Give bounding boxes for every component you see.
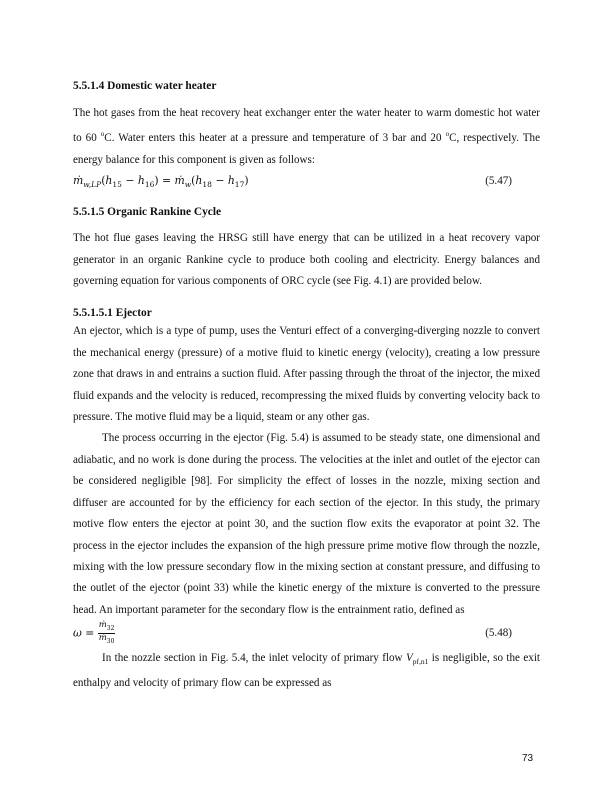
equation-number: (5.47) <box>485 175 512 188</box>
equation-expression: $ṁ_{w,LP}(h_{15} - h_{16})$ = $ṁ_w(h_{18} - h_{17})$ <box>73 174 249 190</box>
paragraph-organic-rankine-cycle: The hot flue gases leaving the HRSG still have energy that can be utilized in a heat recovery vapor generator in an organic Rankine cycle to produce both cooling and electricity. Energy balances and governing equation for various components of ORC cycle (see Fig. 4.1) are provided below. <box>73 232 540 288</box>
paragraph-ejector-intro: An ejector, which is a type of pump, uses the Venturi effect of a converging-diverging nozzle to convert the mechanical energy (pressure) of a motive fluid to kinetic energy (velocity), creating a low pressure zone that draws in and entrains a suction fluid. After passing through the throat of the injector, the mixed fluid expands and the velocity is reduced, recompressing the mixed fluids by converting velocity back to pressure. The motive fluid may be a liquid, steam or any other gas. <box>73 325 540 424</box>
equation-expression: ω = $\frac{ṁ_{32}}{ṁ_{30}}$ <box>73 620 115 646</box>
degree-symbol: o <box>100 130 105 139</box>
heading-organic-rankine-cycle: 5.5.1.5 Organic Rankine Cycle <box>73 206 222 219</box>
equation-5-48 <box>73 621 540 645</box>
heading-ejector: 5.5.1.5.1 Ejector <box>73 307 152 320</box>
paragraph-domestic-water-heater: The hot gases from the heat recovery heat exchanger enter the water heater to warm domestic hot water to 60 $^o$C. Water enters this heater at a pressure and temperature of 3 bar and 20 $^o$C, respectively. The energy balance for this component is given as follows: <box>73 107 540 166</box>
paragraph-nozzle-section: In the nozzle section in Fig. 5.4, the inlet velocity of primary flow $V_{pf,n1}$ is negligible, so the exit enthalpy and velocity of primary flow can be expressed as <box>73 652 540 689</box>
entrainment-fraction: $\frac{ṁ_{32}}{ṁ_{30}}$ <box>98 620 115 646</box>
page-number: 73 <box>522 753 534 764</box>
degree-symbol: o <box>445 130 450 139</box>
equation-number: (5.48) <box>485 627 512 640</box>
equation-5-47 <box>73 171 540 191</box>
heading-domestic-water-heater: 5.5.1.4 Domestic water heater <box>73 80 217 92</box>
paragraph-ejector-process: The process occurring in the ejector (Fig. 5.4) is assumed to be steady state, one dimensional and adiabatic, and no work is done during the process. The velocities at the inlet and outlet of the ejector can be considered negligible [98]. For simplicity the effect of losses in the nozzle, mixing section and diffuser are accounted for by the efficiency for each section of the ejector. In this study, the primary motive flow enters the ejector at point 30, and the suction flow exits the evaporator at point 32. The process in the ejector includes the expansion of the high pressure prime motive flow through the nozzle, mixing with the low pressure secondary flow in the mixing section at constant pressure, and diffusing to the outlet of the ejector (point 33) while the kinetic energy of the mixture is converted to the pressure head. An important parameter for the secondary flow is the entrainment ratio, defined as <box>73 432 540 616</box>
page-content <box>73 70 540 694</box>
